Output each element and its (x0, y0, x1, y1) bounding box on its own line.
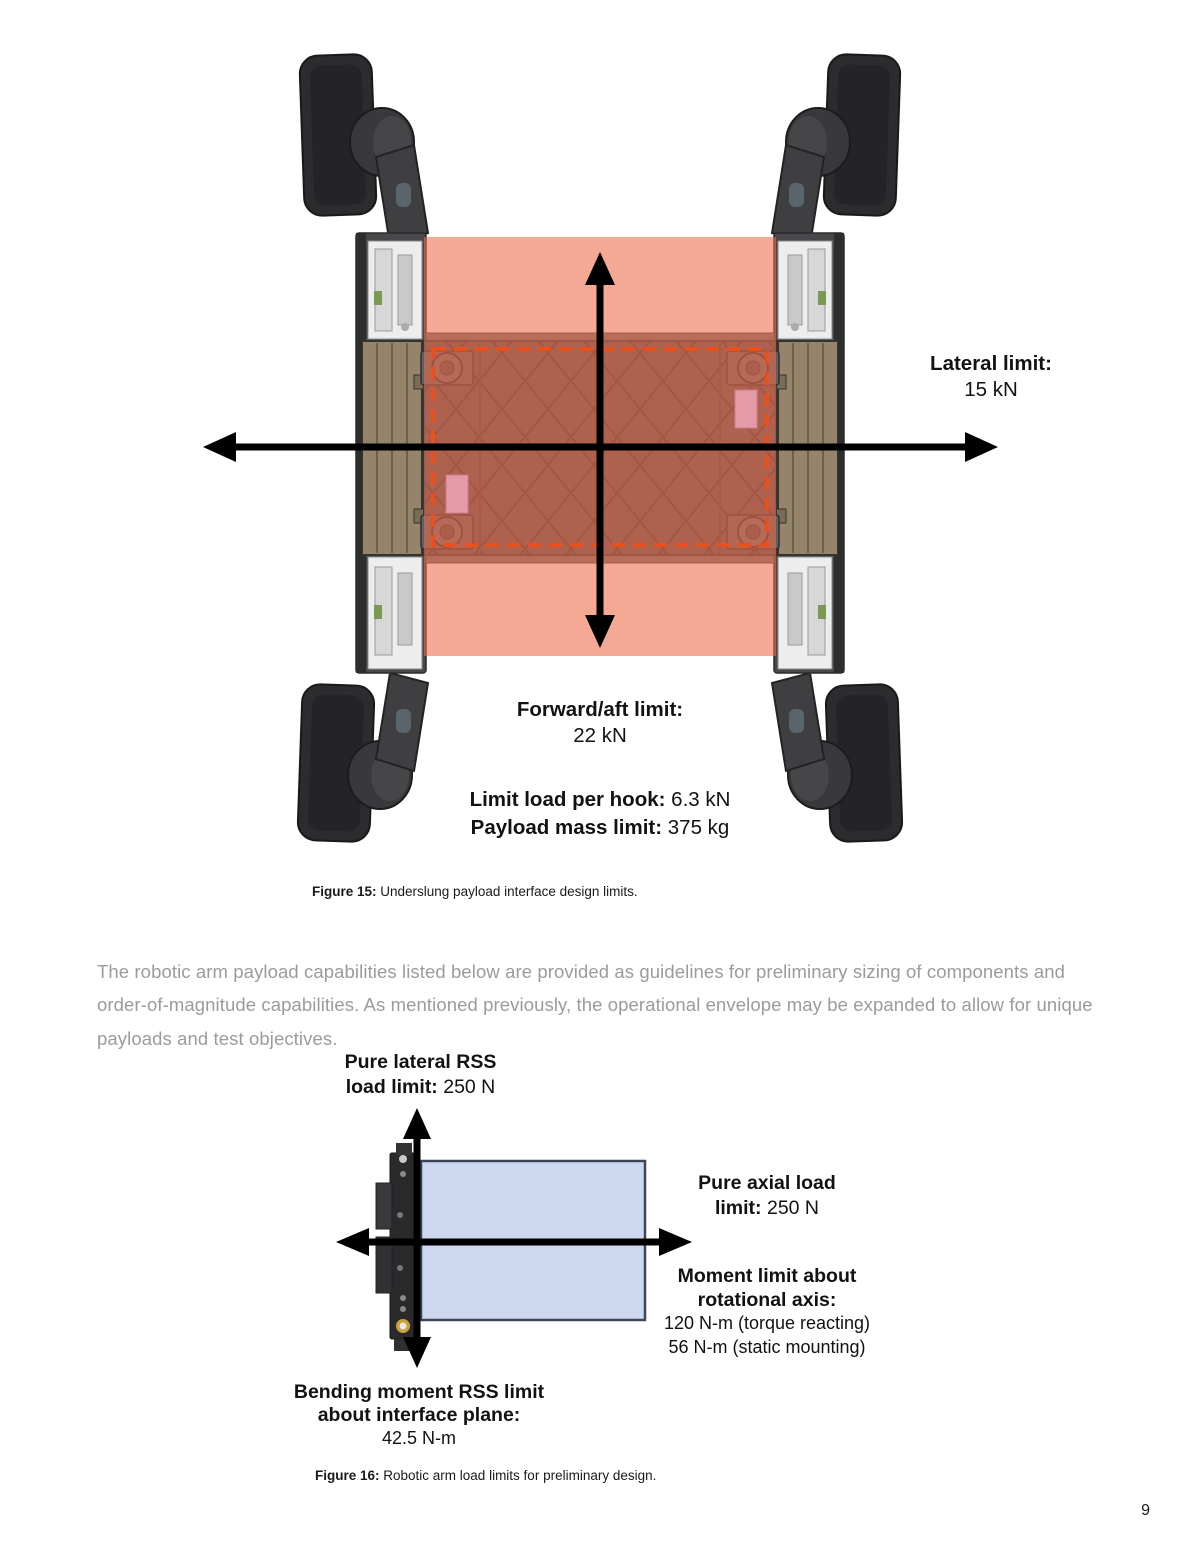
arm-interface-hardware (376, 1143, 419, 1351)
page-number: 9 (1141, 1502, 1150, 1519)
pure-lateral-rss-line1: Pure lateral RSS (344, 1051, 497, 1073)
pure-lateral-rss-value: 250 N (437, 1076, 496, 1098)
pure-axial-line1: Pure axial load (698, 1172, 836, 1194)
lateral-limit-label (871, 351, 1111, 403)
pure-lateral-rss-line2: load limit: (345, 1076, 438, 1098)
pure-axial-load-label (652, 1171, 882, 1221)
body-paragraph: The robotic arm payload capabilities listed below are provided as guidelines for preliminary sizing of components and order-of-magnitude capabilities. As mentioned previously, the operational envelope may be expanded to allow for unique payloads and test objectives. (97, 960, 1093, 1049)
hook-limit-title: Limit load per hook: (469, 788, 666, 811)
mass-limit-title: Payload mass limit: (470, 816, 663, 839)
pure-axial-line2: limit: (714, 1197, 762, 1219)
pure-axial-value: 250 N (761, 1197, 820, 1219)
figure15-caption-number: Figure 15: (312, 884, 377, 899)
mass-limit-line (400, 814, 800, 842)
lateral-limit-value: 15 kN (964, 378, 1018, 401)
bending-moment-line1: Bending moment RSS limit (293, 1381, 545, 1403)
deck-marker-left (446, 475, 468, 513)
hook-limit-line (400, 786, 800, 814)
figure16-caption-number: Figure 16: (315, 1468, 380, 1483)
moment-limit-label (612, 1265, 922, 1359)
chassis-rail-left (356, 233, 426, 673)
moment-limit-line4: 56 N-m (static mounting) (668, 1336, 866, 1357)
forward-aft-limit-label (450, 697, 750, 749)
chassis-rail-right (774, 233, 844, 673)
bending-moment-value: 42.5 N-m (381, 1428, 457, 1448)
moment-limit-line2: rotational axis: (697, 1288, 837, 1311)
deck-marker-right (735, 390, 757, 428)
forward-aft-limit-title: Forward/aft limit: (516, 698, 684, 721)
wheel-front-right (772, 54, 901, 245)
lateral-limit-title: Lateral limit: (930, 352, 1052, 375)
figure15-caption (312, 884, 638, 899)
figure16-caption (315, 1468, 656, 1483)
bending-moment-label (287, 1381, 551, 1451)
mass-limit-value: 375 kg (662, 816, 730, 839)
figure16-caption-text: Robotic arm load limits for preliminary design. (379, 1468, 657, 1483)
figure15-caption-text: Underslung payload interface design limits. (376, 884, 638, 899)
moment-limit-line1: Moment limit about (677, 1265, 857, 1287)
moment-limit-line3: 120 N-m (torque reacting) (663, 1313, 871, 1333)
hook-mass-limits-label (400, 786, 800, 842)
bending-moment-line2: about interface plane: (317, 1404, 521, 1426)
hook-limit-value: 6.3 kN (665, 788, 731, 811)
wheel-front-left (299, 54, 428, 245)
pure-lateral-rss-label (298, 1050, 543, 1100)
forward-aft-limit-value: 22 kN (573, 724, 627, 747)
